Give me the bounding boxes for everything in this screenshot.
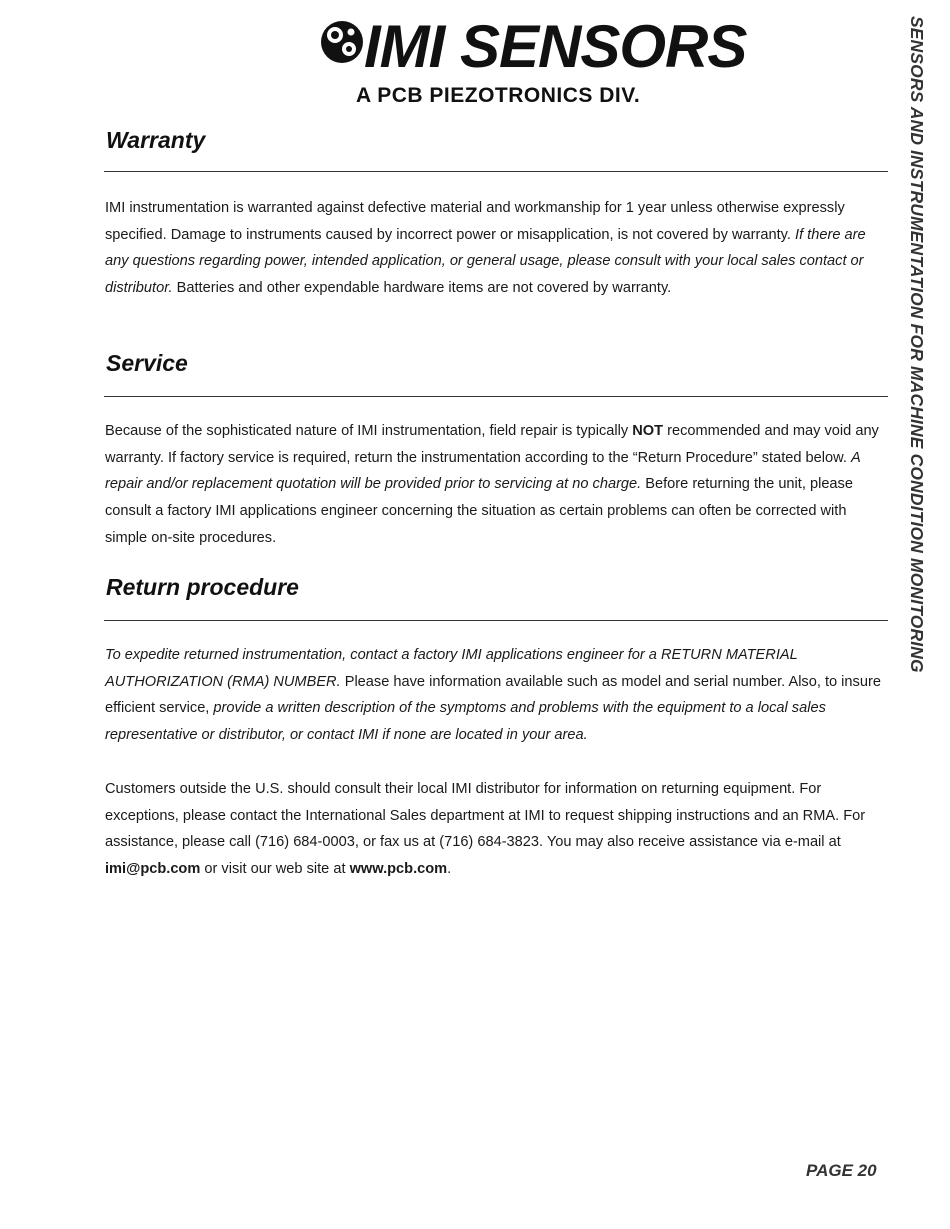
service-divider (104, 396, 888, 397)
website-link[interactable]: www.pcb.com (349, 861, 448, 878)
logo-subtitle: A PCB PIEZOTRONICS DIV. (356, 84, 641, 107)
warranty-divider (104, 171, 888, 172)
logo-wordmark: IMI SENSORS (364, 13, 747, 80)
gear-icon (318, 18, 366, 66)
service-heading: Service (106, 350, 188, 376)
service-paragraph: Because of the sophisticated nature of IMI instrumentation, field repair is typically NOT recommended and may void any warranty. If factory service is required, return the instrumentation according to the “Return Procedure” stated below. A repair and/or replacement quotation will be provided prior to servicing at no charge. Before returning the unit, please consult a factory IMI applications engineer concerning the situation as certain problems can often be corrected with simple on-site procedures. (105, 423, 879, 546)
email-link[interactable]: imi@pcb.com (105, 861, 201, 878)
page-number: PAGE 20 (806, 1161, 877, 1180)
warranty-heading: Warranty (106, 127, 206, 153)
return-procedure-divider (104, 620, 888, 621)
return-procedure-paragraph-2: Customers outside the U.S. should consult their local IMI distributor for information on returning equipment. For exceptions, please contact the International Sales department at IMI to request shipping instructions and an RMA. For assistance, please call (716) 684-0003, or fax us at (716) 684-3823. You may also receive assistance via e-mail at imi@pcb.com or visit our web site at www.pcb.com. (105, 781, 866, 878)
side-banner: SENSORS AND INSTRUMENTATION FOR MACHINE CONDITION MONITORING (907, 16, 927, 673)
return-procedure-heading: Return procedure (106, 574, 299, 600)
company-logo (318, 13, 747, 110)
return-procedure-paragraph-1: To expedite returned instrumentation, contact a factory IMI applications engineer for a RETURN MATERIAL AUTHORIZATION (RMA) NUMBER. Please have information available such as model and serial number. Also, to insure efficient service, provide a written description of the symptoms and problems with the equipment to a local sales representative or distributor, or contact IMI if none are located in your area. (105, 647, 881, 744)
warranty-paragraph: IMI instrumentation is warranted against defective material and workmanship for 1 year unless otherwise expressly specified. Damage to instruments caused by incorrect power or misapplication, is not covered by warranty. If there are any questions regarding power, intended application, or general usage, please consult with your local sales contact or distributor. Batteries and other expendable hardware items are not covered by warranty. (105, 200, 866, 297)
